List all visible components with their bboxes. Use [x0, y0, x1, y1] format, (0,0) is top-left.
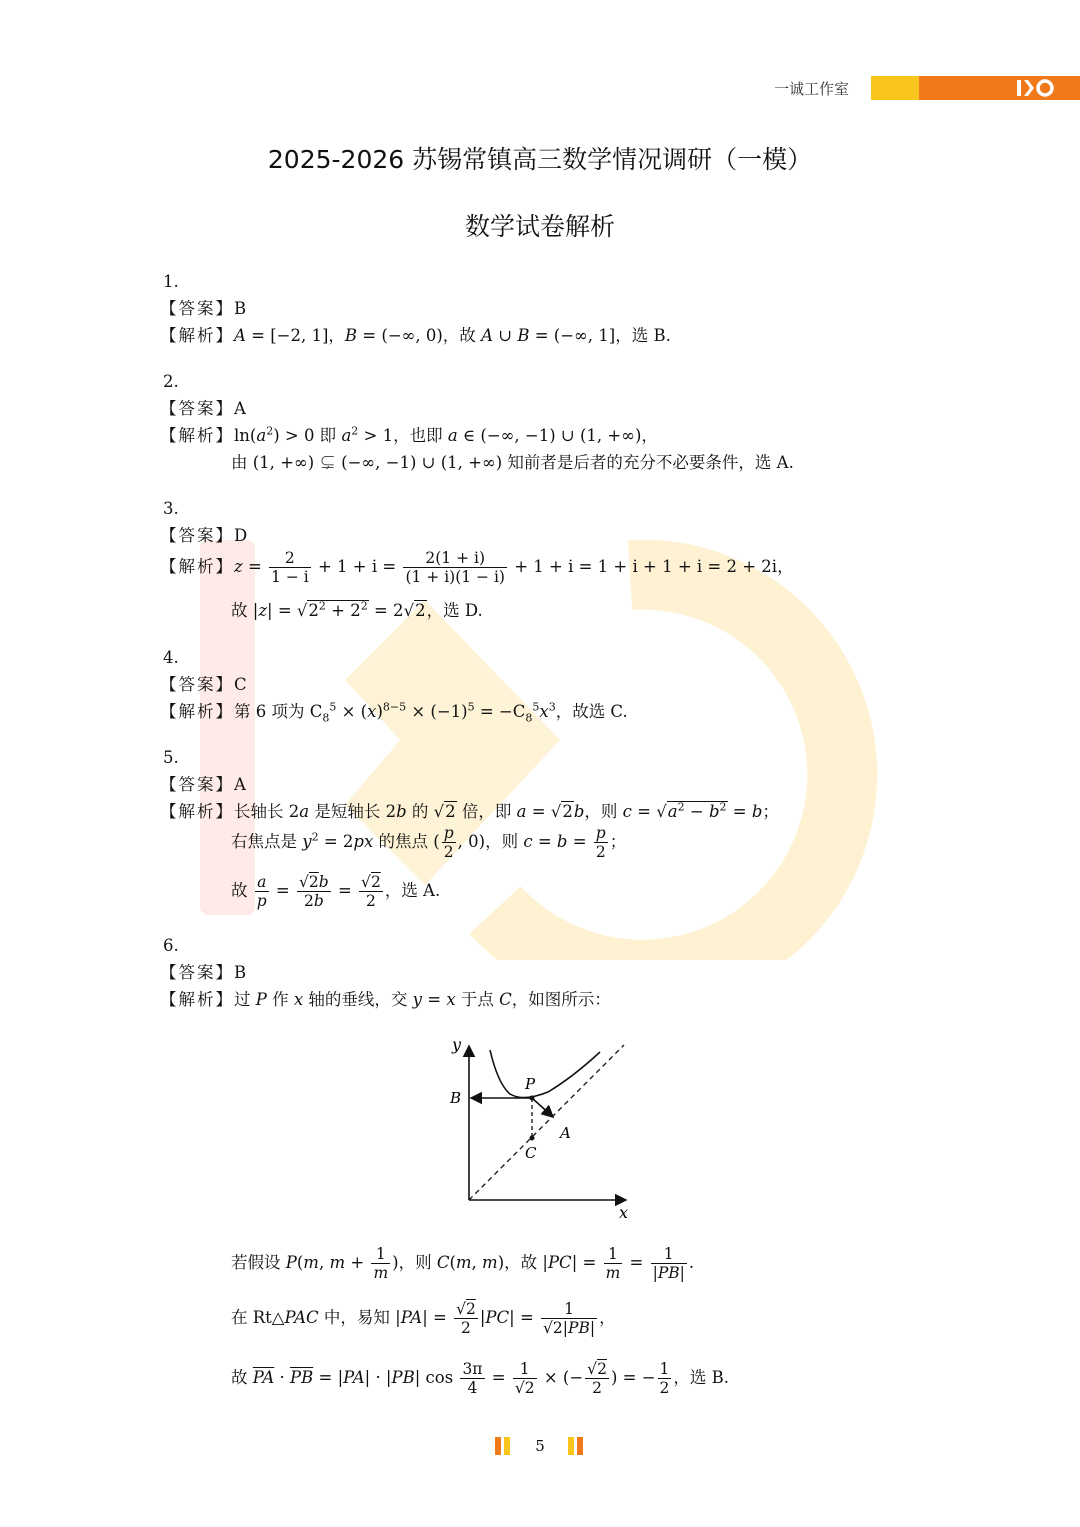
analysis-text: 故 $\overline{PA} \cdot \overline{PB} = |PA| \cdot |PB|$ cos $\frac{3\pi}{4}$ = $\frac{1}{√2}$ × (− $\frac{√2}{2}$ ) = − $\frac{1}{2}$ ，选 B. [231, 1360, 730, 1397]
question-number: 2. [163, 372, 179, 391]
answer-line [160, 298, 246, 320]
analysis-text: 故 $|z| = √2^2 + 2^2 = 2√2$，选 D. [231, 599, 483, 620]
analysis-line [160, 701, 628, 723]
label-A: A [560, 1124, 571, 1142]
analysis-text: $\ln(a^2) > 0$ 即 $a^2 > 1$，也即 a ∈ (−∞, −1) ∪ (1, +∞)， [234, 424, 658, 445]
question-number: 4. [163, 648, 179, 667]
answer-line [160, 398, 246, 420]
answer-value: D [234, 526, 248, 545]
analysis-line [160, 325, 671, 347]
question-number: 5. [163, 748, 179, 767]
question-number: 6. [163, 936, 179, 955]
answer-value: B [234, 299, 247, 318]
y-axis-label: y [452, 1035, 462, 1054]
analysis-text: 若假设 P(m, m + $\frac{1}{m}$ )，则 C(m, m)，故 |PC| = $\frac{1}{m}$ = $\frac{1}{|PB|}$ . [231, 1245, 695, 1282]
analysis-line [160, 425, 658, 447]
answer-line [160, 674, 247, 696]
analysis-line [160, 801, 779, 823]
document-title: 2025-2026 苏锡常镇高三数学情况调研（一模） [267, 145, 813, 174]
analysis-text: z = $\frac{2}{1 - i}$ + 1 + i = $\frac{2(1 + i)}{(1 + i)(1 - i)}$ + 1 + i = 1 + i + 1 + i = 2 + 2i， [234, 549, 794, 586]
line-y-equals-x [469, 1045, 624, 1200]
answer-label: 【答案】 [160, 526, 234, 545]
label-P: P [525, 1075, 536, 1093]
answer-value: B [234, 963, 247, 982]
analysis-label: 【解析】 [160, 326, 234, 345]
label-C: C [525, 1144, 537, 1162]
answer-value: A [234, 399, 246, 418]
footer-right-bars-icon [568, 1437, 586, 1455]
answer-line [160, 525, 247, 547]
point-C [530, 1136, 535, 1141]
answer-line [160, 774, 246, 796]
analysis-text: 第 6 项为 $C_8^5 \times (x)^{8-5} \times (-1)^5 = -C_8^5x^3$，故选 C. [234, 700, 628, 725]
analysis-label: 【解析】 [160, 557, 234, 576]
analysis-text: 在 Rt△PAC 中，易知 |PA| = $\frac{√2}{2}$ |PC| = $\frac{1}{√2|PB|}$ ， [231, 1300, 616, 1337]
brand-logo-icon [1014, 76, 1062, 100]
answer-value: C [234, 675, 247, 694]
analysis-text: A = [−2, 1]，B = (−∞, 0)，故 A ∪ B = (−∞, 1]，选 B. [234, 326, 671, 345]
answer-label: 【答案】 [160, 775, 234, 794]
analysis-line [160, 989, 611, 1011]
analysis-text: 长轴长 2a 是短轴长 2b 的 √2 倍，即 a = √2b，则 $c = √a^2 - b^2 = b$； [234, 800, 779, 821]
analysis-label: 【解析】 [160, 426, 234, 445]
studio-name: 一诚工作室 [774, 80, 850, 98]
answer-label: 【答案】 [160, 963, 234, 982]
curve [490, 1050, 600, 1098]
analysis-label: 【解析】 [160, 702, 234, 721]
answer-label: 【答案】 [160, 399, 234, 418]
question-number: 3. [163, 499, 179, 518]
answer-label: 【答案】 [160, 299, 234, 318]
analysis-text: 故 $\frac{a}{p}$ = $\frac{√2b}{2b}$ = $\frac{√2}{2}$ ，选 A. [231, 873, 441, 910]
answer-label: 【答案】 [160, 675, 234, 694]
arrow-PA [532, 1098, 553, 1117]
answer-value: A [234, 775, 246, 794]
geometry-figure [438, 1032, 643, 1222]
analysis-label: 【解析】 [160, 802, 234, 821]
analysis-text: 由 (1, +∞) ⊊ (−∞, −1) ∪ (1, +∞) 知前者是后者的充分不必要条件，选 A. [231, 453, 794, 472]
answer-line [160, 962, 246, 984]
page-number: 5 [535, 1437, 545, 1455]
analysis-label: 【解析】 [160, 990, 234, 1009]
analysis-line [160, 547, 794, 587]
x-axis-label: x [619, 1203, 629, 1222]
document-subtitle: 数学试卷解析 [464, 212, 615, 241]
analysis-text: 右焦点是 $y^2 = 2px$ 的焦点 ( $\frac{p}{2}$ , 0)，则 c = b = $\frac{p}{2}$ ； [231, 824, 627, 861]
label-B: B [450, 1089, 462, 1107]
analysis-text: 过 P 作 x 轴的垂线，交 y = x 于点 C，如图所示： [234, 990, 611, 1009]
question-number: 1. [163, 272, 179, 291]
header-yellow-bar [871, 76, 919, 100]
point-P [530, 1096, 535, 1101]
footer-left-bars-icon [495, 1437, 513, 1455]
